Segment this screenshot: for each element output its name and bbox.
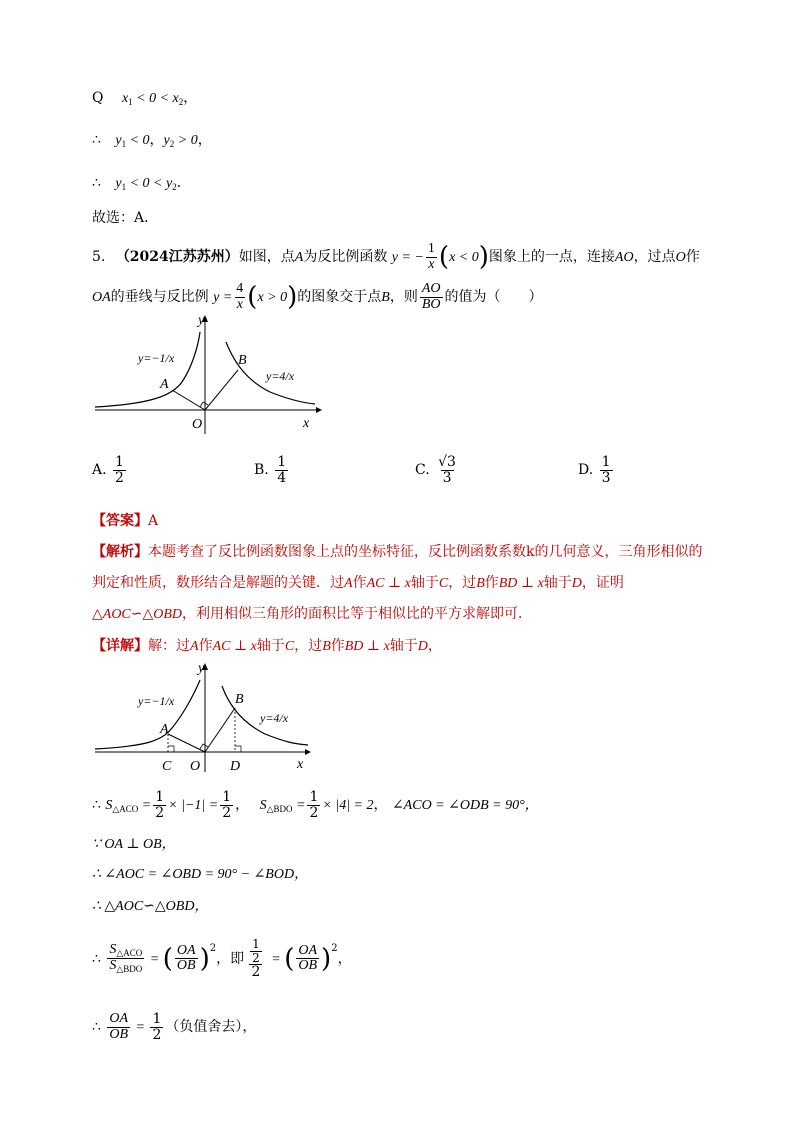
option-num: √3: [438, 454, 456, 470]
x-label: x: [303, 416, 310, 431]
option-num: 1: [277, 454, 287, 470]
analysis-text: ，利用相似三角形的面积比等于相似比的平方求解即可．: [182, 606, 533, 622]
detail-text: ，: [427, 638, 442, 654]
right-angle-mark: [200, 402, 208, 407]
left-curve: [95, 332, 200, 407]
analysis-tag: 【解析】: [92, 544, 148, 560]
analysis-text: 作: [352, 575, 367, 591]
answer-line: [92, 510, 158, 530]
option-den: 4: [277, 469, 287, 486]
left-curve-label: y=−1/x: [138, 694, 175, 708]
option-num: 1: [601, 454, 611, 470]
analysis-text: ，过: [448, 575, 477, 591]
solution-step-5: ∴ $\frac{S_{\triangle ACO}}{S_{\triangle BDO}}$ = ( $\frac{OA}{OB}$ )$^2$，即 $\frac{\frac{1}{2}}{2}$ = ( $\frac{OA}{OB}$ )$^2$，: [92, 937, 352, 981]
point-a-label: A: [160, 722, 169, 737]
problem-text: 如图，点: [238, 249, 295, 266]
detail-text: 轴于: [256, 638, 285, 654]
segment-ob: [205, 708, 235, 752]
problem-text: ，则: [389, 289, 418, 306]
detail-tag: 【详解】: [92, 638, 148, 654]
right-curve-label: y=4/x: [266, 369, 295, 383]
problem-text: 的图象交于点: [297, 289, 382, 306]
solution-step-1: ∴ $S_{\triangle ACO}$ = $\frac{1}{2}$ × |−1| = $\frac{1}{2}$ ， $S_{\triangle BDO}$ = $\frac{1}{2}$ × |4| = 2， ∠ACO = ∠ODB = 90°，: [92, 789, 539, 821]
option-den: 3: [601, 469, 611, 486]
solution-step-3: ∴ ∠AOC = ∠OBD = 90° − ∠BOD，: [92, 867, 309, 882]
detail-text: 轴于: [389, 638, 418, 654]
line-3: ∴ $y_1 < 0 < y_2$．: [92, 175, 191, 192]
problem-text: 为反比例函数: [303, 249, 388, 266]
problem-line-1: 5. （2024江苏苏州）如图，点A为反比例函数 y = − $\frac{1}{x}$ (x < 0)图象上的一点，连接AO，过点O作: [92, 241, 700, 273]
solution-text: ∠ACO = ∠ODB = 90°，: [391, 798, 539, 814]
right-angle-c: [168, 746, 174, 752]
detail-text: ，过: [294, 638, 323, 654]
symbol: Q: [92, 90, 104, 106]
answer-value: A: [148, 513, 159, 529]
analysis-text: 作: [484, 575, 499, 591]
analysis-text: 判定和性质，数形结合是解题的关键．过: [92, 575, 344, 591]
problem-text: 图象上的一点，连接: [488, 249, 615, 266]
detail-text: 作: [198, 638, 213, 654]
problem-graph: [90, 312, 330, 437]
x-axis-arrow: [316, 407, 322, 413]
therefore-symbol: ∴: [92, 175, 101, 191]
analysis-text: ，证明: [581, 575, 624, 591]
problem-text: 作: [685, 249, 700, 266]
option-label: A.: [92, 462, 107, 479]
option-num: 1: [115, 454, 124, 470]
option-c[interactable]: [415, 455, 460, 485]
right-angle-d: [235, 746, 241, 752]
solution-text: （负值舍去），: [165, 1019, 257, 1036]
problem-source: （2024江苏苏州）: [115, 249, 239, 266]
choose-line: [92, 207, 158, 227]
origin-label: O: [190, 759, 201, 774]
solution-step-6: ∴ $\frac{OA}{OB}$ = $\frac{1}{2}$ （负值舍去），: [92, 1011, 257, 1043]
origin-label: O: [192, 417, 203, 432]
option-a[interactable]: [92, 455, 128, 485]
problem-number: 5.: [92, 249, 106, 266]
problem-text: 的值为（ ）: [444, 289, 543, 306]
problem-text: ，过点: [633, 249, 676, 266]
analysis-line-2: 判定和性质，数形结合是解题的关键．过A作AC ⊥ x轴于C，过B作BD ⊥ x轴于D，证明: [92, 575, 624, 591]
option-den: 3: [442, 469, 452, 486]
point-c-label: C: [162, 759, 172, 774]
segment-ob: [205, 370, 238, 410]
problem-text: 的垂线与反比例: [110, 289, 209, 306]
point-d-label: D: [230, 759, 241, 774]
right-curve-label: y=4/x: [260, 711, 289, 725]
segment-ao: [168, 734, 205, 752]
right-angle-o: [200, 744, 208, 749]
option-label: D.: [578, 462, 594, 479]
detail-text: 解：过: [148, 638, 190, 654]
left-curve-label: y=−1/x: [138, 351, 175, 365]
y-label: y: [198, 661, 205, 676]
analysis-line-3: △AOC∽△OBD，利用相似三角形的面积比等于相似比的平方求解即可．: [92, 606, 533, 622]
solution-step-4: ∴ △AOC∽△OBD，: [92, 899, 209, 914]
solution-step-2: ∵ OA ⊥ OB，: [92, 837, 176, 852]
left-curve: [95, 680, 200, 749]
point-b-label: B: [235, 692, 244, 707]
option-d[interactable]: [578, 455, 615, 485]
detail-graph: [90, 660, 320, 778]
analysis-text: 轴于: [410, 575, 439, 591]
line-2: ∴ $y_1 < 0$，$y_2 > 0$，: [92, 132, 212, 149]
problem-line-2: OA的垂线与反比例 y = $\frac{4}{x}$ (x > 0)的图象交于点B，则 $\frac{AO}{BO}$ 的值为（ ）: [92, 281, 543, 313]
choose-text: 故选：A．: [92, 210, 159, 226]
detail-line: 【详解】解：过A作AC ⊥ x轴于C，过B作BD ⊥ x轴于D，: [92, 638, 442, 654]
analysis-line-1: [92, 541, 702, 561]
therefore-symbol: ∴: [92, 132, 101, 148]
line-1: Q $x_1 < 0 < x_2$，: [92, 90, 198, 107]
x-label: x: [297, 757, 304, 772]
option-label: C.: [415, 462, 430, 479]
answer-tag: 【答案】: [92, 513, 148, 529]
y-label: y: [198, 313, 205, 328]
detail-text: 作: [330, 638, 345, 654]
point-a-label: A: [160, 377, 169, 392]
option-b[interactable]: [254, 455, 290, 485]
x-axis-arrow: [305, 749, 311, 755]
option-den: 2: [115, 469, 124, 486]
solution-text: ，即: [216, 950, 245, 967]
analysis-text: 轴于: [543, 575, 572, 591]
option-label: B.: [254, 462, 269, 479]
point-b-label: B: [238, 353, 247, 368]
analysis-text: 本题考查了反比例函数图象上点的坐标特征，反比例函数系数k的几何意义，三角形相似的: [148, 544, 703, 560]
